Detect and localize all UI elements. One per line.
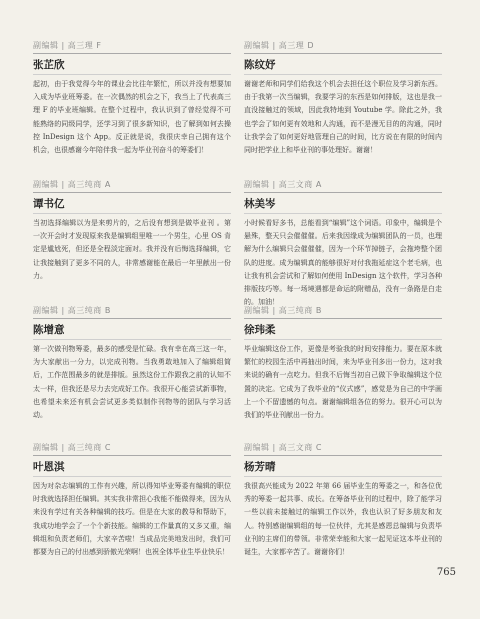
editor-reflection: 当初选择编辑以为是来剪片的，之后没有想到是做毕业刊 。第一次开会时才发现原来我是编辑组里唯一一个男生，心里 OS 肯定是尴尬死，但还是全程淡定面对。我并没有后悔选择编辑，它让我接触到了更多不同的人，非常感谢能在最后一年里献出一份力。 (33, 219, 231, 280)
editor-name: 谭书亿 (33, 196, 231, 214)
editor-entry-3 (33, 305, 231, 422)
editor-role: 副编辑 | 高三纯商 B (33, 305, 231, 319)
page-number: 765 (436, 567, 456, 578)
editor-name: 陈增意 (33, 322, 231, 340)
editor-reflection: 谢谢老师和同学们给我这个机会去担任这个职位及学习新东西。由于我第一次当编辑，我要学习的东西是如何排版，这也是我一直没接触过的领域，因此我特地到 Youtube 学。除此之外，我也学会了如何更有效地和人沟通，而不是漫无目的的沟通，同时让我学会了如何更好地管理自己的时间，比方说在有限的时间内同时把学业上和毕业刊的事处理好。谢谢！ (244, 80, 442, 155)
editor-entry-2 (33, 179, 231, 283)
editor-name: 徐玮柔 (244, 322, 442, 340)
editor-entry-5 (244, 40, 442, 157)
editor-role: 副编辑 | 高三文商 C (244, 442, 442, 456)
editor-entry-7 (244, 305, 442, 422)
editor-entry-8 (244, 442, 442, 559)
editor-reflection: 起初，由于我觉得今年的课业会比往年繁忙，所以并没有想要加入成为毕业班筹委。在一次偶然的机会之下，我当上了代表高三理 F 的毕业班编辑。在整个过程中，我认识到了曾经觉得不可能熟络的同级同学，还学习到了很多新知识，也了解到如何去操控 InDesign 这个 App。反正就是说，我很庆幸自己拥有这个机会，也很感谢今年陪伴我一起为毕业刊奋斗的筹委们！ (33, 80, 231, 155)
editor-reflection: 小时候看好多书，总能看到“编辑”这个词语。印象中，编辑是个悬殊，整天只会催催催。后来我因缘成为编辑团队的一员，也理解为什么编辑只会催催催，因为一个环节掉链子，会拖垮整个团队的进度。成为编辑真的能够很好对付我拖延症这个老毛病，也让我有机会尝试和了解如何使用 InDesign 这个软件，学习各种排版技巧等。每一场境遇都是命运的附赠品，没有一条路是白走的。加油！ (244, 219, 442, 307)
editor-entry-4 (33, 442, 231, 559)
editor-name: 叶恩淇 (33, 459, 231, 477)
editor-name: 林美岑 (244, 196, 442, 214)
editor-role: 副编辑 | 高三理 D (244, 40, 442, 54)
editor-role: 副编辑 | 高三纯商 B (244, 305, 442, 319)
editor-reflection: 第一次做刊物筹委，最多的感受是忙碌。我有幸在高三这一年，为大家献出一分力，以完成刊物。当我勇敢地加入了编辑组简后，工作范围最多的就是排版。虽然这份工作跟我之前的认知不太一样，但我还是尽力去完成好工作。我很开心能尝试新事物，也希望未来还有机会尝试更多类似制作刊物等的团队与学习活动。 (33, 345, 231, 420)
editor-entry-1 (33, 40, 231, 157)
editor-reflection: 因为对杂志编辑的工作有兴趣，所以得知毕业筹委有编辑的职位时我就选择担任编辑。其实我非常担心我能不能做得来，因为从来没有学过有关各种编辑的技巧。但是在大家的教导和帮助下，我成功地学会了一个个新技能。编辑的工作量真的又多又重，编辑组和负责老师们，大家辛苦啦！当成品完美地发出时，我们可都要为自己的付出感到骄傲光荣啊！也祝全体毕业生毕业快乐！ (33, 482, 231, 557)
editor-role: 副编辑 | 高三纯商 C (33, 442, 231, 456)
editor-name: 张芷欣 (33, 57, 231, 75)
editor-reflection: 毕业编辑这份工作，更像是考验我的时间安排能力。要在原本就繁忙的校园生活中再抽出时间，来为毕业刊多出一份力，这对我来说的确有一点吃力。但我不后悔当初自己做下争取编辑这个位置的决定。它成为了我毕业的“仪式感”，感觉是为自己的中学画上一个不留遗憾的句点。谢谢编辑组各位的努力。很开心可以为我们的毕业刊献出一份力。 (244, 345, 442, 420)
editor-name: 杨芳晴 (244, 459, 442, 477)
editor-reflection: 我很高兴能成为 2022 年第 66 届毕业生的筹委之一，和各位优秀的筹委一起共事、成长。在筹备毕业刊的过程中，除了能学习一些以前未接触过的编辑工作以外，我也认识了好多朋友和友人。特别感谢编辑组的每一位伙伴，尤其是感恩总编辑与负责毕业刊的主席们的带领。非常荣幸能和大家一起见证这本毕业刊的诞生，大家都辛苦了。谢谢你们！ (244, 482, 442, 557)
editor-name: 陈纹妤 (244, 57, 442, 75)
editor-role: 副编辑 | 高三纯商 A (33, 179, 231, 193)
editor-role: 副编辑 | 高三文商 A (244, 179, 442, 193)
editor-entry-6 (244, 179, 442, 309)
editor-role: 副编辑 | 高三理 F (33, 40, 231, 54)
